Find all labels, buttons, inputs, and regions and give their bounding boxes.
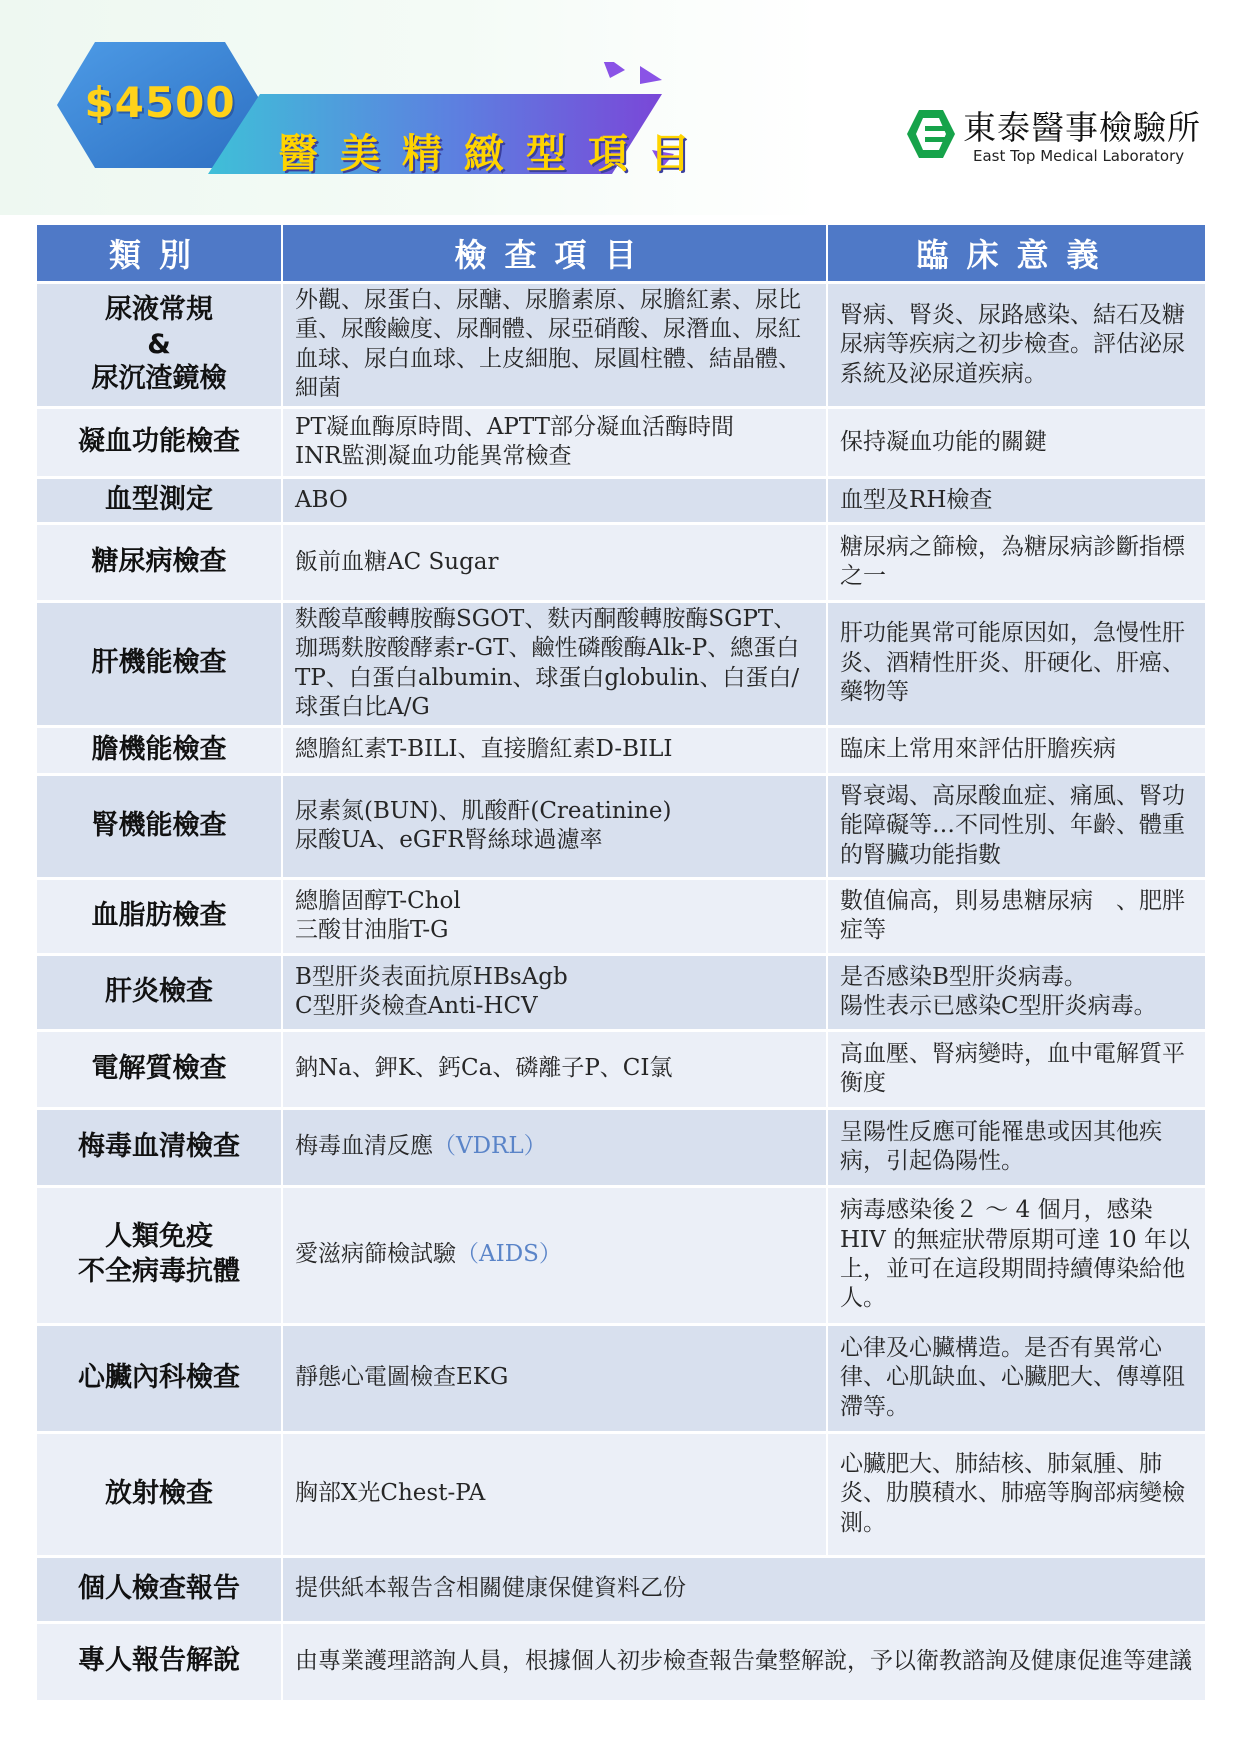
- row-items: 麩酸草酸轉胺酶SGOT、麩丙酮酸轉胺酶SGPT、珈瑪麩胺酸酵素r-GT、鹼性磷酸酶Alk-P、總蛋白TP、白蛋白albumin、球蛋白globulin、白蛋白/球蛋白比A/G: [282, 601, 827, 726]
- price-label: $4500: [84, 78, 236, 127]
- row-items: ABO: [282, 477, 827, 523]
- table-row: [37, 601, 1205, 726]
- row-items: 總膽紅素T-BILI、直接膽紅素D-BILI: [282, 726, 827, 774]
- item-text: 梅毒血清反應: [295, 1133, 433, 1160]
- row-category: 肝機能檢查: [37, 601, 282, 726]
- row-items: 尿素氮(BUN)、肌酸酐(Creatinine) 尿酸UA、eGFR腎絲球過濾率: [282, 774, 827, 878]
- row-meaning: 呈陽性反應可能罹患或因其他疾病，引起偽陽性。: [827, 1108, 1205, 1186]
- row-items: [282, 1186, 827, 1324]
- row-meaning: 高血壓、腎病變時，血中電解質平衡度: [827, 1030, 1205, 1108]
- row-items: 總膽固醇T-Chol 三酸甘油脂T-G: [282, 878, 827, 954]
- row-category: 凝血功能檢查: [37, 407, 282, 477]
- table-row: [37, 477, 1205, 523]
- item-note: （AIDS）: [456, 1241, 562, 1268]
- row-meaning: 保持凝血功能的關鍵: [827, 407, 1205, 477]
- table-row: [37, 878, 1205, 954]
- row-category: 腎機能檢查: [37, 774, 282, 878]
- row-category: 糖尿病檢查: [37, 523, 282, 601]
- row-items: B型肝炎表面抗原HBsAgb C型肝炎檢查Anti-HCV: [282, 954, 827, 1030]
- row-category: 梅毒血清檢查: [37, 1108, 282, 1186]
- header-category: 類別: [37, 225, 282, 283]
- triangle-accent-2: [640, 66, 662, 84]
- row-meaning: 臨床上常用來評估肝膽疾病: [827, 726, 1205, 774]
- row-items: 提供紙本報告含相關健康保健資料乙份: [282, 1556, 1205, 1622]
- table-row: [37, 407, 1205, 477]
- row-meaning: 數值偏高，則易患糖尿病 、肥胖症等: [827, 878, 1205, 954]
- row-items: 靜態心電圖檢查EKG: [282, 1324, 827, 1432]
- row-category: 肝炎檢查: [37, 954, 282, 1030]
- table-row: [37, 1432, 1205, 1556]
- table-row: [37, 523, 1205, 601]
- company-logo: [905, 100, 1215, 180]
- table-row: [37, 774, 1205, 878]
- row-category: 專人報告解說: [37, 1622, 282, 1700]
- row-category: 血脂肪檢查: [37, 878, 282, 954]
- row-category: 人類免疫 不全病毒抗體: [37, 1186, 282, 1324]
- triangle-accent-1: [600, 62, 625, 78]
- row-category: 放射檢查: [37, 1432, 282, 1556]
- row-meaning: 心臟肥大、肺結核、肺氣腫、肺炎、肋膜積水、肺癌等胸部病變檢測。: [827, 1432, 1205, 1556]
- row-items: 由專業護理諮詢人員，根據個人初步檢查報告彙整解說，予以衛教諮詢及健康促進等建議: [282, 1622, 1205, 1700]
- row-category: 血型測定: [37, 477, 282, 523]
- row-category: 個人檢查報告: [37, 1556, 282, 1622]
- row-category: 心臟內科檢查: [37, 1324, 282, 1432]
- row-category: 尿液常規 & 尿沉渣鏡檢: [37, 283, 282, 408]
- row-items: 胸部X光Chest-PA: [282, 1432, 827, 1556]
- table-row: [37, 1186, 1205, 1324]
- row-meaning: 心律及心臟構造。是否有異常心律、心肌缺血、心臟肥大、傳導阻滯等。: [827, 1324, 1205, 1432]
- table-row: [37, 1324, 1205, 1432]
- row-meaning: 肝功能異常可能原因如，急慢性肝炎、酒精性肝炎、肝硬化、肝癌、藥物等: [827, 601, 1205, 726]
- checkup-items-table: [37, 225, 1205, 1700]
- row-items: 外觀、尿蛋白、尿醣、尿膽素原、尿膽紅素、尿比重、尿酸鹼度、尿酮體、尿亞硝酸、尿潛血、尿紅血球、尿白血球、上皮細胞、尿圓柱體、結晶體、細菌: [282, 283, 827, 408]
- row-meaning: 血型及RH檢查: [827, 477, 1205, 523]
- row-category: 電解質檢查: [37, 1030, 282, 1108]
- row-category: 膽機能檢查: [37, 726, 282, 774]
- table-row: [37, 954, 1205, 1030]
- row-meaning: 糖尿病之篩檢，為糖尿病診斷指標之一: [827, 523, 1205, 601]
- row-items: 飯前血糖AC Sugar: [282, 523, 827, 601]
- company-name: 東泰醫事檢驗所: [963, 108, 1201, 147]
- row-items: [282, 1108, 827, 1186]
- table-row: [37, 1556, 1205, 1622]
- table-header-row: [37, 225, 1205, 283]
- table-row: [37, 1030, 1205, 1108]
- table-row: [37, 1622, 1205, 1700]
- title-banner: [200, 62, 760, 202]
- east-top-e-logo-icon: [905, 108, 957, 160]
- page-title: 醫美精緻型項目: [278, 131, 712, 177]
- row-items: 鈉Na、鉀K、鈣Ca、磷離子P、CI氯: [282, 1030, 827, 1108]
- table-row: [37, 726, 1205, 774]
- row-meaning: 是否感染B型肝炎病毒。 陽性表示已感染C型肝炎病毒。: [827, 954, 1205, 1030]
- row-meaning: 病毒感染後２ ～ 4 個月，感染HIV 的無症狀帶原期可達 10 年以上，並可在這段期間持續傳染給他人。: [827, 1186, 1205, 1324]
- company-name-en: East Top Medical Laboratory: [973, 147, 1185, 165]
- item-note: （VDRL）: [433, 1133, 547, 1160]
- header-items: 檢查項目: [282, 225, 827, 283]
- table-row: [37, 283, 1205, 408]
- row-items: PT凝血酶原時間、APTT部分凝血活酶時間 INR監測凝血功能異常檢查: [282, 407, 827, 477]
- row-meaning: 腎衰竭、高尿酸血症、痛風、腎功能障礙等…不同性別、年齡、體重的腎臟功能指數: [827, 774, 1205, 878]
- header-meaning: 臨床意義: [827, 225, 1205, 283]
- item-text: 愛滋病篩檢試驗: [295, 1241, 456, 1268]
- table-row: [37, 1108, 1205, 1186]
- row-meaning: 腎病、腎炎、尿路感染、結石及糖尿病等疾病之初步檢查。評估泌尿系統及泌尿道疾病。: [827, 283, 1205, 408]
